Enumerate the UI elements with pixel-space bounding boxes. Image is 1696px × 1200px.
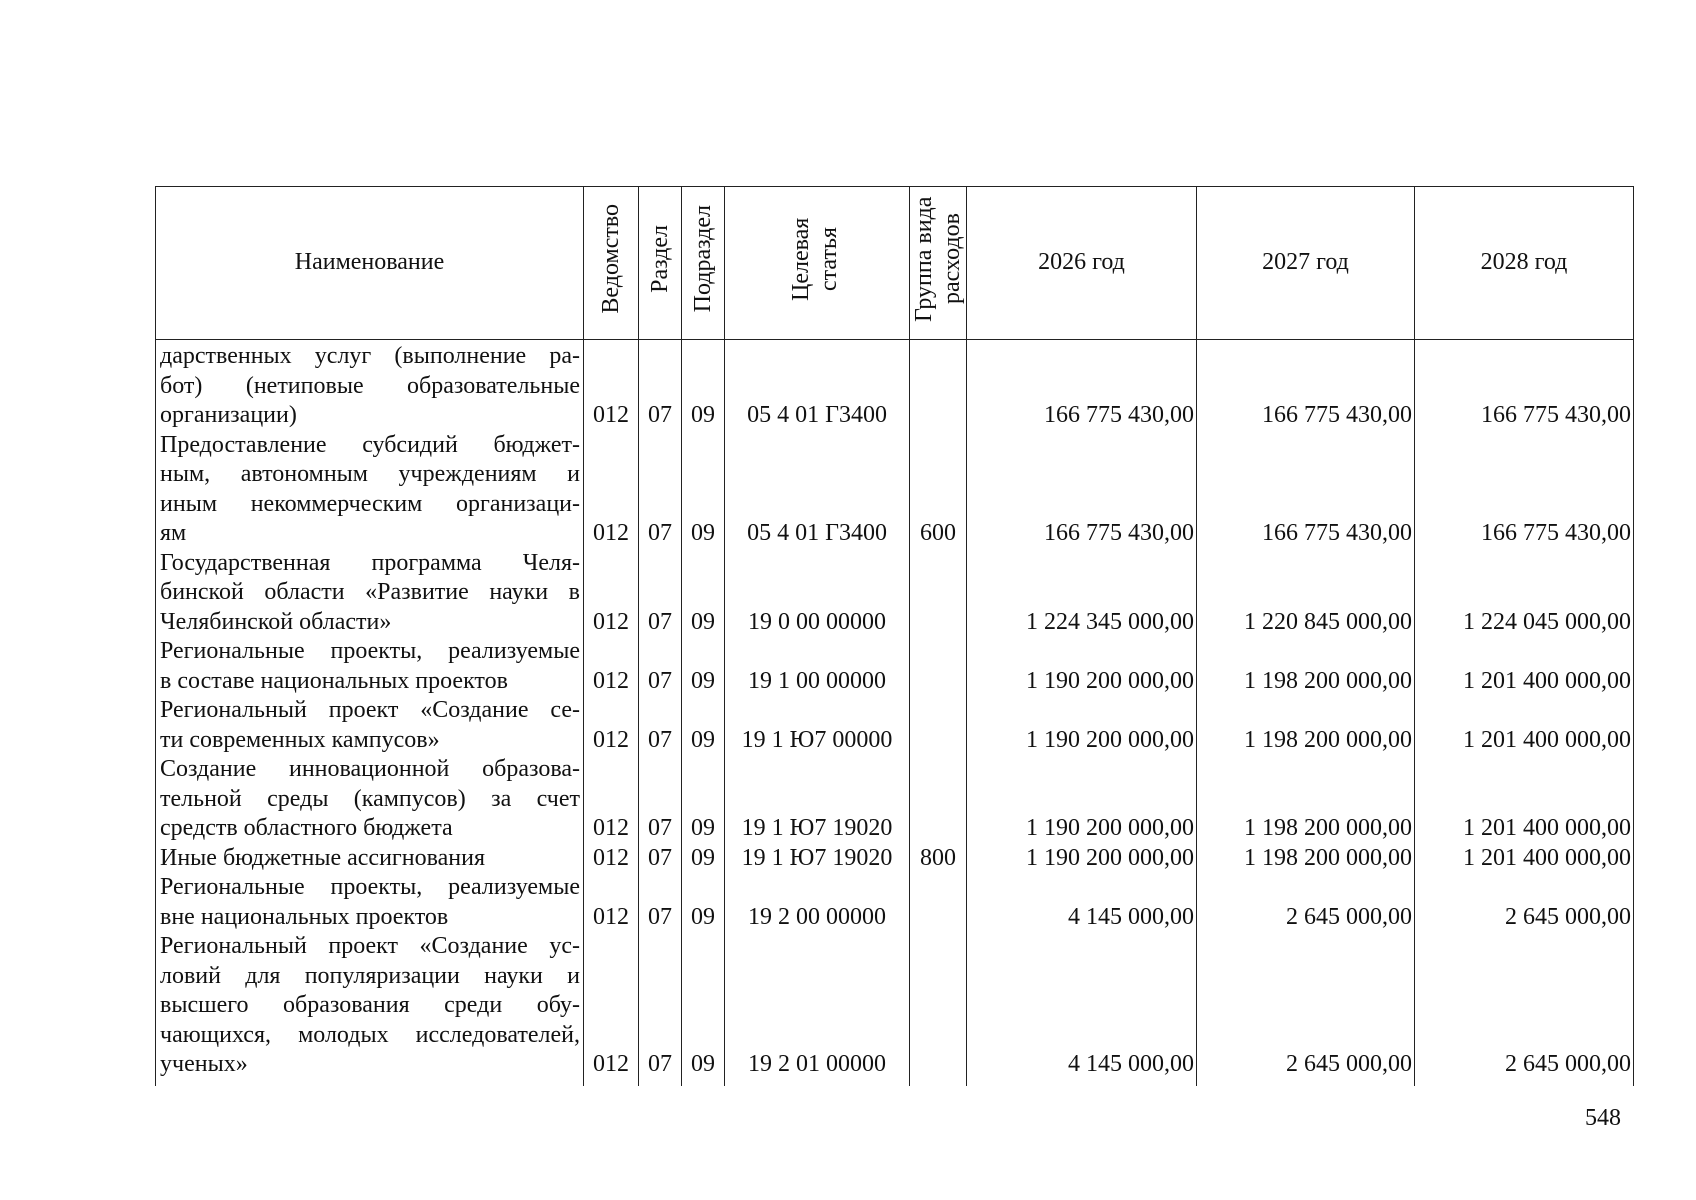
row-name-line: ям: [160, 520, 187, 546]
row-name-line: высшего образования среди обу-: [160, 992, 580, 1018]
row-section: 07: [639, 755, 682, 844]
row-name-line: Региональные проекты, реализуемые: [160, 874, 580, 900]
table-row: [156, 340, 1634, 431]
row-amount-2028: 1 201 400 000,00: [1415, 637, 1634, 696]
row-name-line: ти современных кампусов»: [160, 726, 440, 753]
row-section: 07: [639, 549, 682, 638]
row-name-line: Региональный проект «Создание ус-: [160, 933, 580, 959]
header-expense-group-label: Группа вида расходов: [911, 196, 965, 322]
row-name: [156, 340, 584, 431]
header-department: [584, 187, 639, 340]
table-body: [156, 340, 1634, 1086]
table-row: [156, 844, 1634, 874]
row-name-line: ловий для популяризации науки и: [160, 962, 580, 989]
row-name-line: Челябинской области»: [160, 608, 392, 635]
row-amount-2028: 166 775 430,00: [1415, 431, 1634, 549]
row-name: [156, 696, 584, 755]
row-department: 012: [584, 549, 639, 638]
row-target-article: 19 1 Ю7 19020: [725, 844, 910, 874]
row-amount-2027: 1 198 200 000,00: [1197, 696, 1415, 755]
row-target-article: 05 4 01 Г3400: [725, 340, 910, 431]
table-row: [156, 932, 1634, 1086]
row-expense-group: [910, 549, 967, 638]
row-name-line: тельной среды (кампусов) за счет: [160, 785, 580, 812]
row-target-article: 19 2 01 00000: [725, 932, 910, 1086]
budget-table-page: [155, 186, 1633, 1086]
row-name-line: Государственная программа Челя-: [160, 549, 580, 576]
row-name: [156, 755, 584, 844]
row-amount-2028: 1 201 400 000,00: [1415, 755, 1634, 844]
row-expense-group: 800: [910, 844, 967, 874]
table-row: [156, 873, 1634, 932]
row-amount-2028: 1 224 045 000,00: [1415, 549, 1634, 638]
row-amount-2027: 1 198 200 000,00: [1197, 844, 1415, 874]
row-target-article: 19 1 Ю7 19020: [725, 755, 910, 844]
row-amount-2026: 4 145 000,00: [967, 932, 1197, 1086]
row-amount-2026: 1 190 200 000,00: [967, 696, 1197, 755]
row-subsection: 09: [682, 696, 725, 755]
row-subsection: 09: [682, 549, 725, 638]
row-name-line: Создание инновационной образова-: [160, 756, 580, 782]
page-number: 548: [1585, 1105, 1621, 1131]
row-section: 07: [639, 932, 682, 1086]
row-department: 012: [584, 431, 639, 549]
row-expense-group: [910, 755, 967, 844]
row-target-article: 19 1 Ю7 00000: [725, 696, 910, 755]
row-section: 07: [639, 340, 682, 431]
row-amount-2028: 2 645 000,00: [1415, 873, 1634, 932]
row-name-line: Предоставление субсидий бюджет-: [160, 431, 580, 458]
row-amount-2026: 166 775 430,00: [967, 431, 1197, 549]
row-subsection: 09: [682, 340, 725, 431]
header-department-label: Ведомство: [598, 203, 624, 314]
row-section: 07: [639, 431, 682, 549]
header-section-label: Раздел: [647, 224, 673, 293]
row-expense-group: [910, 932, 967, 1086]
row-amount-2028: 1 201 400 000,00: [1415, 696, 1634, 755]
row-name-line: бинской области «Развитие науки в: [160, 579, 580, 605]
row-name: [156, 844, 584, 874]
row-name-line: Региональные проекты, реализуемые: [160, 638, 580, 664]
row-name: [156, 873, 584, 932]
row-amount-2026: 1 224 345 000,00: [967, 549, 1197, 638]
row-name: [156, 549, 584, 638]
header-name: Наименование: [156, 187, 584, 340]
row-department: 012: [584, 340, 639, 431]
row-amount-2026: 1 190 200 000,00: [967, 637, 1197, 696]
row-name-line: вне национальных проектов: [160, 903, 449, 930]
row-name-line: бот) (нетиповые образовательные: [160, 372, 580, 399]
header-year-2028: 2028 год: [1415, 187, 1634, 340]
row-department: 012: [584, 844, 639, 874]
row-section: 07: [639, 637, 682, 696]
row-amount-2027: 2 645 000,00: [1197, 932, 1415, 1086]
table-row: [156, 696, 1634, 755]
row-name: [156, 431, 584, 549]
row-department: 012: [584, 932, 639, 1086]
row-amount-2027: 1 198 200 000,00: [1197, 755, 1415, 844]
row-amount-2026: 1 190 200 000,00: [967, 755, 1197, 844]
row-name-line: ученых»: [160, 1051, 248, 1077]
row-name-line: Региональный проект «Создание се-: [160, 697, 580, 723]
row-section: 07: [639, 844, 682, 874]
header-expense-group: [910, 187, 967, 340]
row-amount-2027: 1 198 200 000,00: [1197, 637, 1415, 696]
row-expense-group: [910, 637, 967, 696]
row-amount-2028: 166 775 430,00: [1415, 340, 1634, 431]
budget-table: [155, 186, 1634, 1086]
row-amount-2026: 166 775 430,00: [967, 340, 1197, 431]
row-name-line: ным, автономным учреждениям и: [160, 461, 580, 487]
row-target-article: 19 1 00 00000: [725, 637, 910, 696]
row-section: 07: [639, 696, 682, 755]
table-row: [156, 431, 1634, 549]
row-department: 012: [584, 696, 639, 755]
table-header: [156, 187, 1634, 340]
row-target-article: 19 0 00 00000: [725, 549, 910, 638]
table-row: [156, 755, 1634, 844]
row-expense-group: [910, 340, 967, 431]
row-subsection: 09: [682, 637, 725, 696]
row-subsection: 09: [682, 755, 725, 844]
row-name-line: иным некоммерческим организаци-: [160, 490, 580, 517]
header-subsection: [682, 187, 725, 340]
row-department: 012: [584, 873, 639, 932]
row-amount-2027: 166 775 430,00: [1197, 340, 1415, 431]
header-target-article: [725, 187, 910, 340]
row-expense-group: [910, 696, 967, 755]
row-amount-2027: 2 645 000,00: [1197, 873, 1415, 932]
row-name-line: средств областного бюджета: [160, 815, 453, 841]
row-department: 012: [584, 637, 639, 696]
row-subsection: 09: [682, 844, 725, 874]
row-amount-2028: 1 201 400 000,00: [1415, 844, 1634, 874]
row-section: 07: [639, 873, 682, 932]
row-name: [156, 932, 584, 1086]
row-subsection: 09: [682, 431, 725, 549]
row-name-line: чающихся, молодых исследователей,: [160, 1021, 580, 1048]
row-name-line: дарственных услуг (выполнение ра-: [160, 343, 580, 369]
row-subsection: 09: [682, 932, 725, 1086]
row-name-line: организации): [160, 402, 297, 428]
table-row: [156, 549, 1634, 638]
row-amount-2026: 1 190 200 000,00: [967, 844, 1197, 874]
row-target-article: 05 4 01 Г3400: [725, 431, 910, 549]
header-year-2026: 2026 год: [967, 187, 1197, 340]
row-department: 012: [584, 755, 639, 844]
header-subsection-label: Подраздел: [690, 205, 716, 313]
row-expense-group: 600: [910, 431, 967, 549]
row-name-line: в составе национальных проектов: [160, 667, 508, 694]
row-amount-2027: 166 775 430,00: [1197, 431, 1415, 549]
header-section: [639, 187, 682, 340]
row-expense-group: [910, 873, 967, 932]
row-amount-2028: 2 645 000,00: [1415, 932, 1634, 1086]
row-name-line: Иные бюджетные ассигнования: [160, 844, 485, 871]
row-subsection: 09: [682, 873, 725, 932]
row-amount-2026: 4 145 000,00: [967, 873, 1197, 932]
table-row: [156, 637, 1634, 696]
header-year-2027: 2027 год: [1197, 187, 1415, 340]
row-amount-2027: 1 220 845 000,00: [1197, 549, 1415, 638]
header-target-article-label: Целевая статья: [788, 217, 842, 301]
row-target-article: 19 2 00 00000: [725, 873, 910, 932]
row-name: [156, 637, 584, 696]
